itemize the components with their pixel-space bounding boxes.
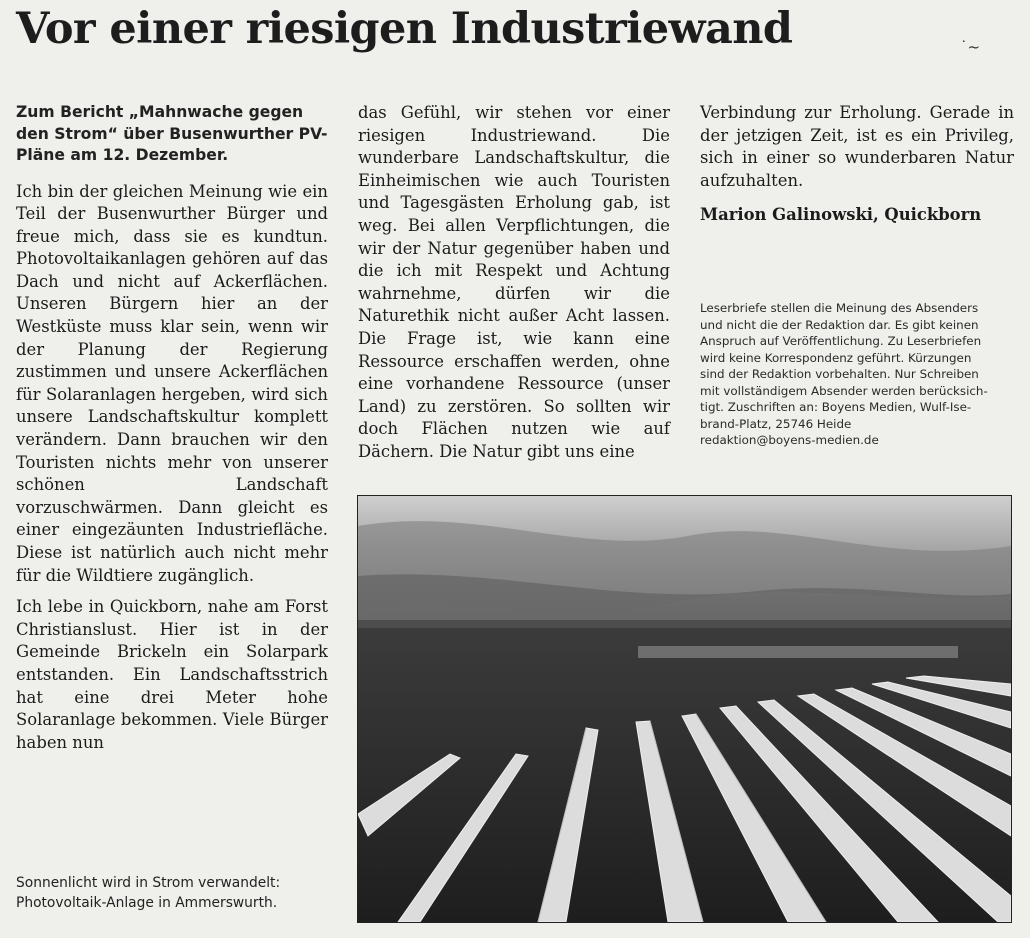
headline: Vor einer riesigen Industriewand [16,4,793,54]
notice-line: mit vollständigem Absender werden berücksich- [700,383,988,398]
letter-paragraph: Ich bin der gleichen Meinung wie ein Teil der Busenwurther Bürger und freue mich, dass sie es kundtun. Photovoltaikanlagen gehören auf das Dach und nicht auf Ackerflächen. Unseren Bürgern hier an der Westküste muss klar sein, wenn wir der Planung der Regierung zustimmen und unsere Ackerflächen für Solaranlagen hergeben, wird sich unsere Landschaftskultur komplett verändern. Dann brauchen wir den Touristen nichts mehr von unserer schönen Landschaft vorzuschwärmen. Dann gleicht es einer eingezäunten Industriefläche. Diese ist natürlich auch nicht mehr für die Wildtiere zugänglich. [16,181,328,585]
caption-line: Photovoltaik-Anlage in Ammerswurth. [16,895,278,911]
letter-column-3 [700,102,1014,227]
letter-column-1 [16,102,328,754]
letter-paragraph: das Gefühl, wir stehen vor einer riesigen Industriewand. Die wunderbare Landschaftskultur, die Einheimischen wie auch Touristen und Tagesgästen Erholung gab, ist weg. Bei allen Verpflichtungen, die wir der Natur gegenüber haben und die ich mit Respekt und Achtung wahrnehme, dürfen wir die Naturethik nicht außer Acht lassen. Die Frage ist, wie kann eine Ressource erschaffen werden, ohne eine vorhandene Ressource (unser Land) zu zerstören. So sollten wir doch Flächen nutzen wie auf Dächern. Die Natur gibt uns eine [358,103,670,461]
letter-column-2 [358,102,670,464]
notice-line: Anspruch auf Veröffentlichung. Zu Leserbriefen [700,334,982,348]
notice-line: wird keine Korrespondenz geführt. Kürzungen [700,350,972,365]
notice-line: brand-Platz, 25746 Heide [700,416,852,431]
scan-mark: ˙~ [960,38,981,56]
notice-line: und nicht die der Redaktion dar. Es gibt keinen [700,317,979,332]
notice-line: redaktion@boyens-medien.de [700,433,879,447]
letter-intro: Zum Bericht „Mahnwache gegen den Strom“ über Busenwurther PV-Pläne am 12. Dezember. [16,103,328,164]
caption-line: Sonnenlicht wird in Strom verwandelt: [16,875,281,891]
notice-line: tigt. Zuschriften an: Boyens Medien, Wulf-Ise- [700,400,972,414]
solar-field-photo [357,495,1012,923]
editorial-notice [700,300,1018,449]
notice-line: Leserbriefe stellen die Meinung des Absenders [700,301,979,315]
letter-paragraph: Verbindung zur Erholung. Gerade in der jetzigen Zeit, ist es ein Privileg, sich in einer so wunderbaren Natur aufzuhalten. [700,103,1014,190]
letter-paragraph: Ich lebe in Quickborn, nahe am Forst Christianslust. Hier ist in der Gemeinde Brickeln ein Solarpark entstanden. Ein Landschaftsstrich hat eine drei Meter hohe Solaranlage bekommen. Viele Bürger haben nun [16,597,328,752]
letter-signature: Marion Galinowski, Quickborn [700,205,982,225]
notice-line: sind der Redaktion vorbehalten. Nur Schreiben [700,367,979,381]
solar-field-photo-icon [358,496,1011,922]
photo-caption [16,873,346,913]
